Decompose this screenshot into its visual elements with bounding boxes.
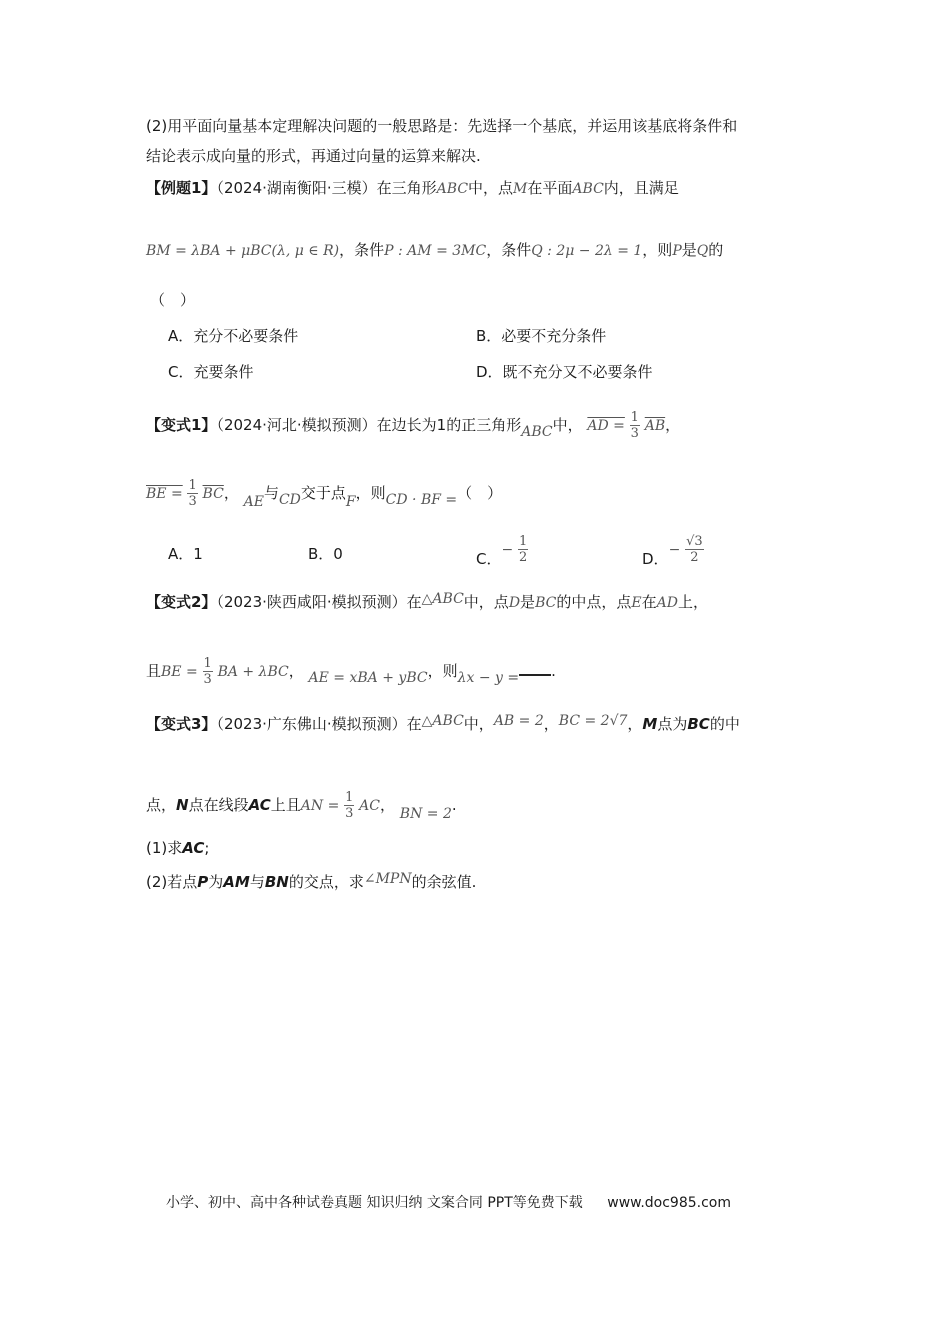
variant-3-line-2 (146, 790, 457, 821)
text: 的余弦值. (411, 873, 477, 891)
dot-product: CD · BF = (385, 492, 458, 508)
point-f: F (345, 494, 356, 510)
numerator: 1 (188, 478, 197, 493)
example-1-conditions (146, 240, 723, 261)
segment-bn: BN (264, 873, 289, 891)
line-ae: AE (243, 494, 264, 510)
variant-1-option-a: A．1 (168, 545, 203, 563)
example-1-abc: ABC (436, 181, 469, 197)
text: 是 (520, 593, 536, 611)
symbol-p: P (672, 243, 682, 259)
text: ， (288, 662, 304, 680)
denominator: 3 (345, 806, 354, 821)
variant-3-source: （2023·广东佛山·模拟预测）在 (216, 715, 422, 733)
variant-2-line-2 (146, 656, 556, 687)
text: ， (665, 416, 681, 434)
answer-paren: （ ） (457, 484, 503, 502)
example-1-tag: 【例题1】 (146, 179, 217, 197)
minus-sign: − (501, 542, 514, 558)
variant-1-option-b: B．0 (308, 545, 343, 563)
fraction-one-third (203, 656, 213, 687)
page-footer (166, 1192, 731, 1212)
text: 点， (146, 796, 177, 814)
variant-3-tag: 【变式3】 (146, 715, 217, 733)
point-p: P (197, 873, 209, 891)
variant-1-header (146, 410, 680, 441)
example-1-option-a: A．充分不必要条件 (168, 327, 299, 345)
bc-equals: BC = 2√7 (558, 713, 628, 729)
fraction-one-third (344, 790, 354, 821)
segment-am: AM (223, 873, 250, 891)
point-m: M (642, 715, 658, 733)
numerator: √3 (686, 534, 703, 549)
example-1-option-d: D．既不充分又不必要条件 (476, 363, 653, 381)
intro-line-1: (2)用平面向量基本定理解决问题的一般思路是：先选择一个基底，并运用该基底将条件和 (146, 117, 738, 135)
condition-p: P : AM = 3MC (384, 243, 487, 259)
minus-sign: − (668, 542, 681, 558)
fraction-one-third (187, 478, 197, 509)
text: 是 (681, 241, 697, 259)
variant-2-header (146, 592, 708, 613)
answer-blank[interactable] (519, 674, 551, 676)
point-n: N (176, 796, 189, 814)
text: . (451, 796, 457, 814)
vector-ac: AC (359, 798, 380, 814)
numerator: 1 (519, 534, 528, 549)
text: 内，且满足 (603, 179, 679, 197)
denominator: 3 (188, 494, 197, 509)
symbol-q: Q (696, 243, 709, 259)
example-1-option-c: C．充要条件 (168, 363, 254, 381)
text: 与 (249, 873, 265, 891)
plane-abc: ABC (572, 181, 604, 197)
denominator: 3 (203, 672, 212, 687)
numerator: 1 (203, 656, 212, 671)
text: ，则 (642, 241, 673, 259)
label: D． (642, 550, 669, 568)
vector-ae: AE = xBA + yBC (308, 670, 428, 686)
triangle-abc: ABC (521, 424, 553, 440)
text: 中， (463, 715, 494, 733)
fraction-sqrt3-half (685, 534, 704, 565)
segment-bc: BC (687, 715, 710, 733)
example-1-formula: BM = λBA + μBC(λ, μ ∈ R) (146, 243, 340, 259)
point-d: D (508, 595, 521, 611)
variant-1-tag: 【变式1】 (146, 416, 217, 434)
text: (2)若点 (146, 873, 198, 891)
numerator: 1 (630, 410, 639, 425)
triangle-abc: △ABC (421, 591, 464, 607)
text: 的交点，求 (288, 873, 364, 891)
variant-2-tag: 【变式2】 (146, 593, 217, 611)
text: ， (627, 715, 643, 733)
point-m: M (513, 181, 528, 197)
segment-ad: AD (656, 595, 678, 611)
text: (1)求 (146, 839, 183, 857)
text: 上且 (270, 796, 301, 814)
text: 的 (708, 241, 724, 259)
text: ， (223, 484, 239, 502)
variant-3-question-1 (146, 838, 209, 858)
text: ，条件 (339, 241, 385, 259)
text: 的中点，点 (556, 593, 632, 611)
angle-mpn: ∠MPN (363, 871, 412, 887)
example-1-source: （2024·湖南衡阳·三模）在三角形 (216, 179, 437, 197)
vector-be: BE = (146, 486, 183, 502)
text: 与 (263, 484, 279, 502)
segment-ac: AC (248, 796, 271, 814)
text: ; (204, 839, 210, 857)
intro-line-2: 结论表示成向量的形式，再通过向量的运算来解决. (146, 147, 481, 165)
variant-3-question-2 (146, 872, 476, 893)
variant-1-option-c (476, 534, 528, 568)
triangle-abc: △ABC (421, 713, 464, 729)
vector-an: AN = (300, 798, 340, 814)
text: 且 (146, 662, 162, 680)
text: 中，点 (468, 179, 514, 197)
variant-2-source: （2023·陕西咸阳·模拟预测）在 (216, 593, 422, 611)
text: 上， (677, 593, 708, 611)
fraction-one-third (630, 410, 640, 441)
text: 在平面 (527, 179, 573, 197)
condition-q: Q : 2μ − 2λ = 1 (531, 243, 643, 259)
text: ，则 (427, 662, 458, 680)
footer-url[interactable]: www.doc985.com (607, 1195, 731, 1211)
vector-ab: $\overline{AB}$ (644, 418, 666, 434)
variant-1-source: （2024·河北·模拟预测）在边长为1的正三角形 (216, 416, 522, 434)
text: . (551, 662, 556, 680)
text: 在 (641, 593, 657, 611)
text: 点为 (657, 715, 688, 733)
text: 中， (552, 416, 583, 434)
footer-text: 小学、初中、高中各种试卷真题 知识归纳 文案合同 PPT等免费下载 (166, 1195, 583, 1211)
point-e: E (631, 595, 642, 611)
segment-bc: BC (535, 595, 557, 611)
text: 的中 (709, 715, 740, 733)
text: 为 (208, 873, 224, 891)
example-1-header (146, 178, 679, 199)
text: ， (543, 715, 559, 733)
vector-expression: BA + λBC (217, 664, 289, 680)
text: ， (379, 796, 395, 814)
bn-equals: BN = 2 (399, 806, 452, 822)
denominator: 2 (690, 550, 699, 565)
variant-1-line-2 (146, 478, 502, 509)
variant-1-option-d (642, 534, 704, 568)
vector-be: BE = (161, 664, 198, 680)
text: ，则 (355, 484, 386, 502)
example-1-option-b: B．必要不充分条件 (476, 327, 607, 345)
denominator: 2 (519, 550, 528, 565)
numerator: 1 (345, 790, 354, 805)
vector-bc: $\overline{BC}$ (202, 486, 224, 502)
denominator: 3 (630, 426, 639, 441)
text: 点在线段 (188, 796, 249, 814)
segment-ac: AC (182, 839, 205, 857)
variant-3-header (146, 714, 740, 735)
text: 中，点 (463, 593, 509, 611)
fraction-one-half (518, 534, 528, 565)
line-cd: CD (278, 492, 301, 508)
example-1-paren: （ ） (150, 291, 196, 309)
expression: λx − y = (457, 670, 520, 686)
ab-equals: AB = 2 (493, 713, 544, 729)
label: C． (476, 550, 502, 568)
vector-ad: AD = (587, 418, 625, 434)
text: 交于点 (300, 484, 346, 502)
text: ，条件 (486, 241, 532, 259)
